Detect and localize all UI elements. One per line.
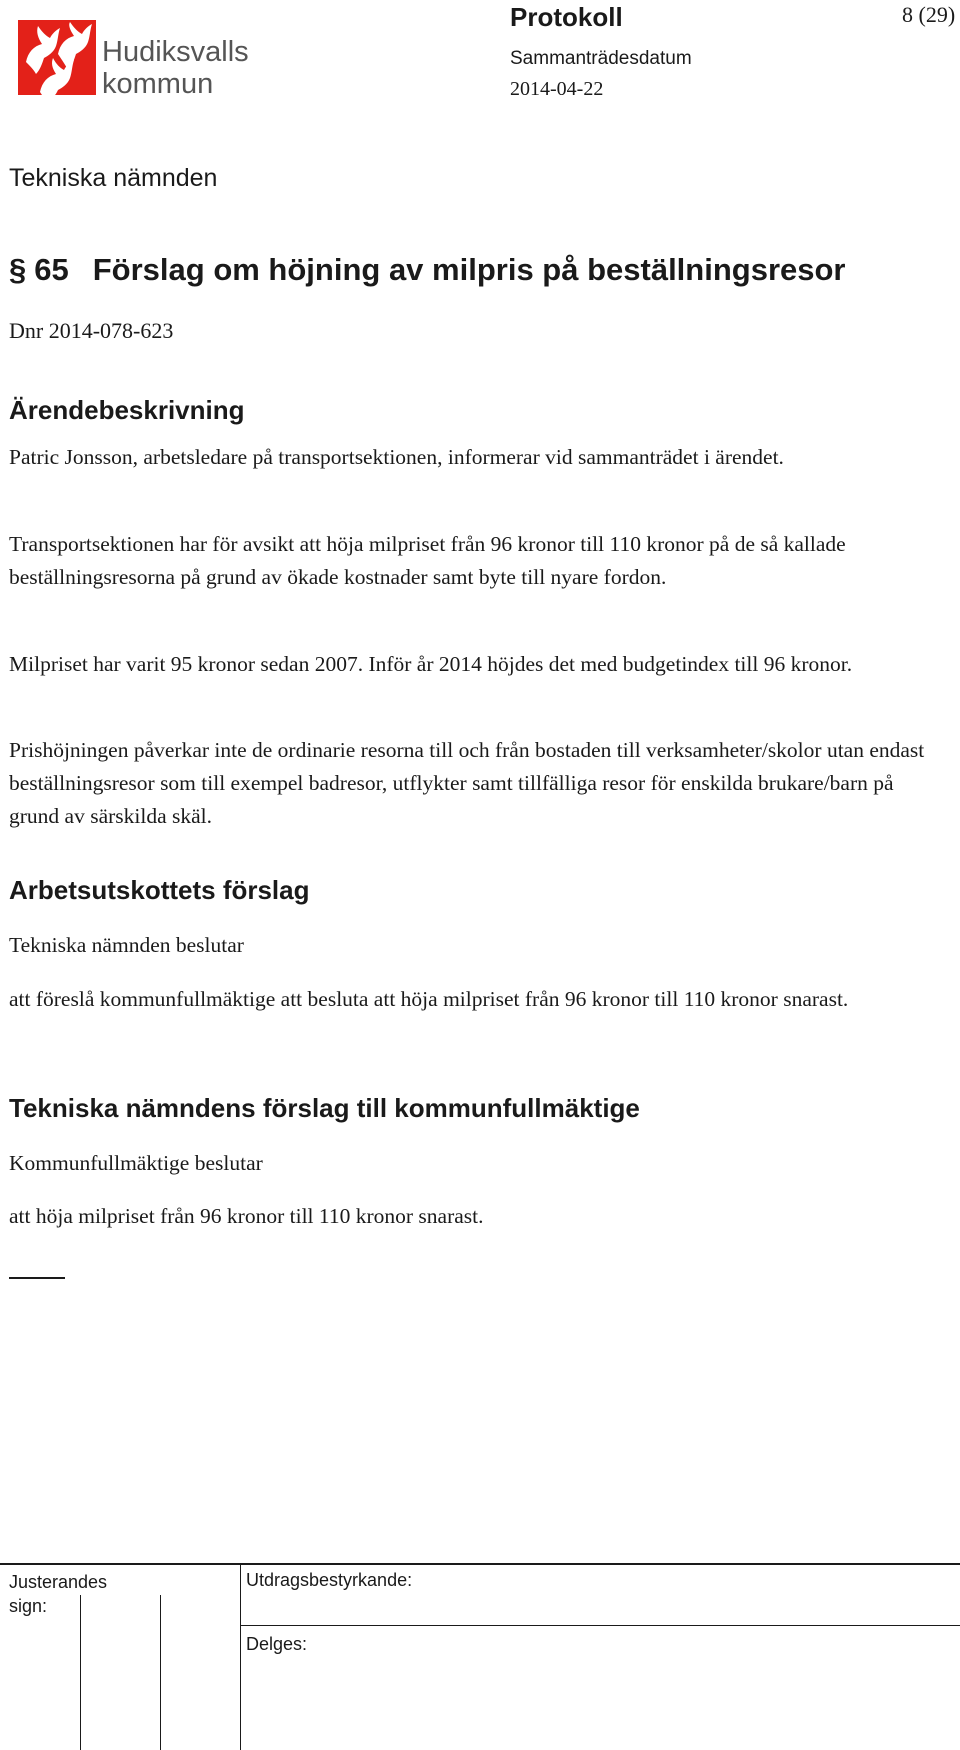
logo-line-2: kommun xyxy=(102,68,214,100)
paragraph-2: Transportsektionen har för avsikt att höja milpriset från 96 kronor till 110 kronor på de så kallade beställningsresorna på grund av ökade kostnader samt byte till nyare fordon. xyxy=(9,532,846,589)
footer-signature-divider-2 xyxy=(160,1595,161,1750)
meeting-date-value: 2014-04-22 xyxy=(510,78,604,100)
logo-line-1: Hudiksvalls xyxy=(102,36,249,68)
logo-wordmark xyxy=(102,36,249,100)
page-number: 8 (29) xyxy=(902,2,956,27)
section-title xyxy=(9,252,846,288)
justerandes-sign-label xyxy=(9,1570,107,1618)
meeting-date-label: Sammanträdesdatum xyxy=(510,48,692,69)
heading-tn-forslag: Tekniska nämndens förslag till kommunfullmäktige xyxy=(9,1093,640,1123)
footer-divider-main xyxy=(240,1563,241,1750)
justerandes-label-line-1: Justerandes xyxy=(9,1572,108,1592)
logo-emblem-icon xyxy=(18,20,96,95)
paragraph-3: Milpriset har varit 95 kronor sedan 2007. Inför år 2014 höjdes det med budgetindex till 96 kronor. xyxy=(9,652,853,676)
paragraph-4: Prishöjningen påverkar inte de ordinarie resorna till och från bostaden till verksamheter/skolor utan endast beställningsresor som till exempel badresor, utflykter samt tillfälliga resor för enskilda brukare/barn på grund av särskilda skäl. xyxy=(9,738,925,828)
justerandes-label-line-2: sign: xyxy=(9,1596,48,1616)
end-rule xyxy=(9,1277,65,1279)
paragraph-1: Patric Jonsson, arbetsledare på transportsektionen, informerar vid sammanträdet i ärendet. xyxy=(9,445,784,469)
paragraph-symbol: § xyxy=(9,252,27,287)
heading-arendebeskrivning: Ärendebeskrivning xyxy=(9,395,245,425)
footer-signature-divider-1 xyxy=(80,1595,81,1750)
document-type: Protokoll xyxy=(510,2,623,32)
tn-proposal: att höja milpriset från 96 kronor till 110 kronor snarast. xyxy=(9,1204,484,1228)
au-lead: Tekniska nämnden beslutar xyxy=(9,933,244,957)
section-title-text: Förslag om höjning av milpris på beställningsresor xyxy=(92,252,846,287)
delges-label: Delges: xyxy=(246,1634,308,1654)
tn-lead: Kommunfullmäktige beslutar xyxy=(9,1151,263,1175)
committee-name: Tekniska nämnden xyxy=(9,164,218,192)
utdragsbestyrkande-label: Utdragsbestyrkande: xyxy=(246,1570,413,1590)
au-proposal: att föreslå kommunfullmäktige att besluta att höja milpriset från 96 kronor till 110 kronor snarast. xyxy=(9,987,849,1011)
section-number: 65 xyxy=(34,252,69,287)
footer-top-line xyxy=(0,1563,960,1565)
footer-middle-line xyxy=(240,1625,960,1626)
case-number: Dnr 2014-078-623 xyxy=(9,318,174,343)
heading-arbetsutskottets-forslag: Arbetsutskottets förslag xyxy=(9,875,310,905)
